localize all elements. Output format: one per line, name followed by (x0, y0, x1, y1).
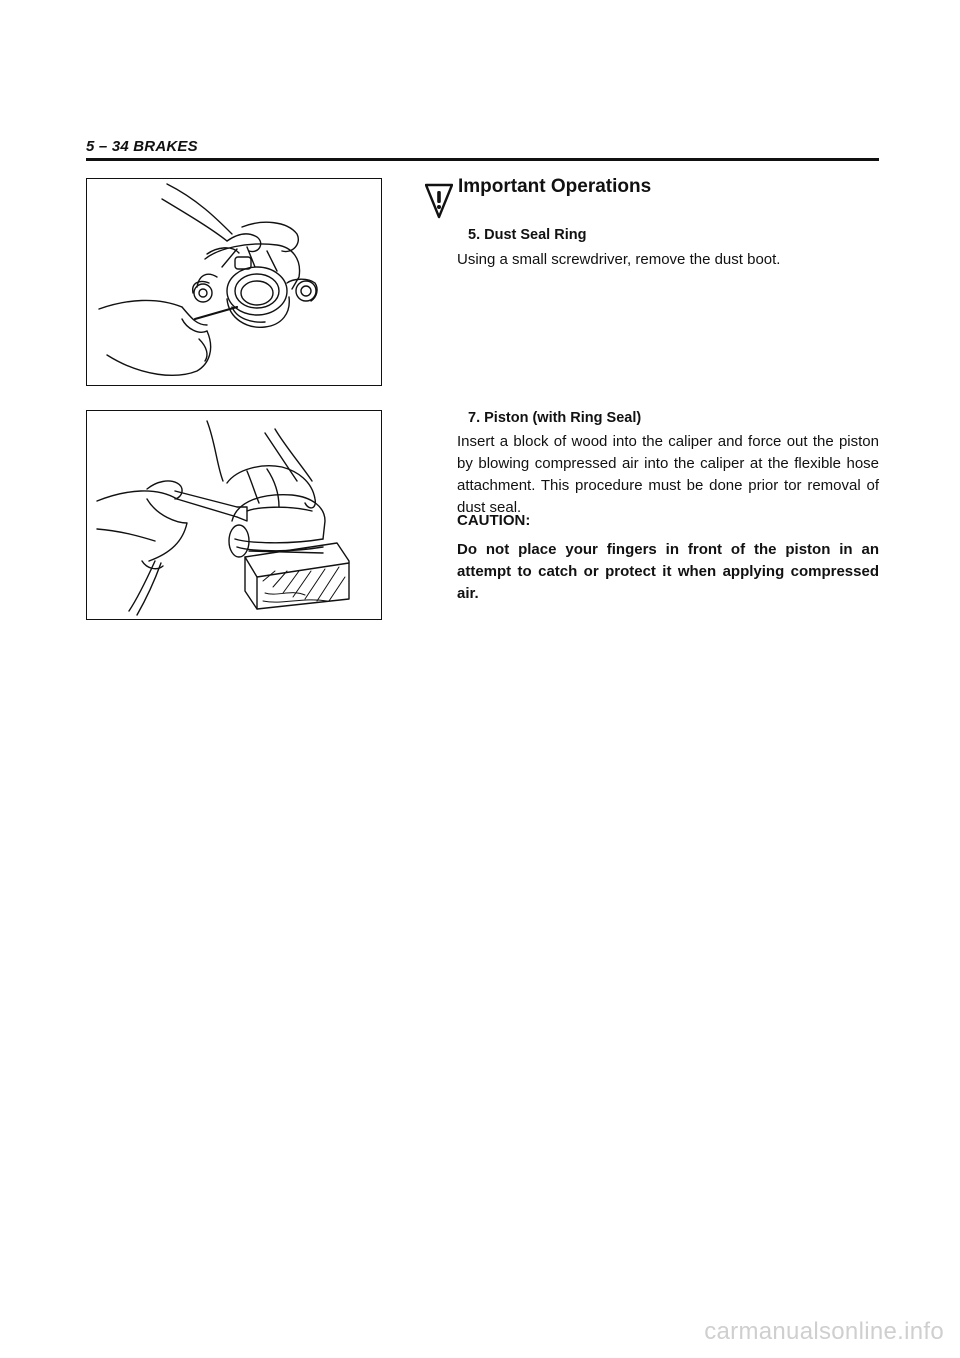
watermark: carmanualsonline.info (704, 1318, 944, 1345)
page-header: 5 – 34 BRAKES (86, 138, 198, 155)
warning-icon (425, 183, 453, 219)
figure-dust-seal-removal (86, 178, 382, 386)
caution-label: CAUTION: (457, 512, 531, 529)
figure-piston-removal (86, 410, 382, 620)
step-7-text: Insert a block of wood into the caliper and force out the piston by blowing compressed air into the caliper at the flexible hose attachment. This procedure must be done prior tor removal of dust seal. (457, 433, 879, 516)
caution-text: Do not place your fingers in front of the piston in an attempt to catch or protect it when applying compressed air. (457, 541, 879, 602)
step-5-text: Using a small screwdriver, remove the dust boot. (457, 251, 781, 268)
header-rule (86, 158, 879, 161)
section-title: Important Operations (458, 176, 652, 197)
step-5-label: 5. Dust Seal Ring (468, 227, 587, 243)
step-7-label: 7. Piston (with Ring Seal) (468, 410, 642, 426)
